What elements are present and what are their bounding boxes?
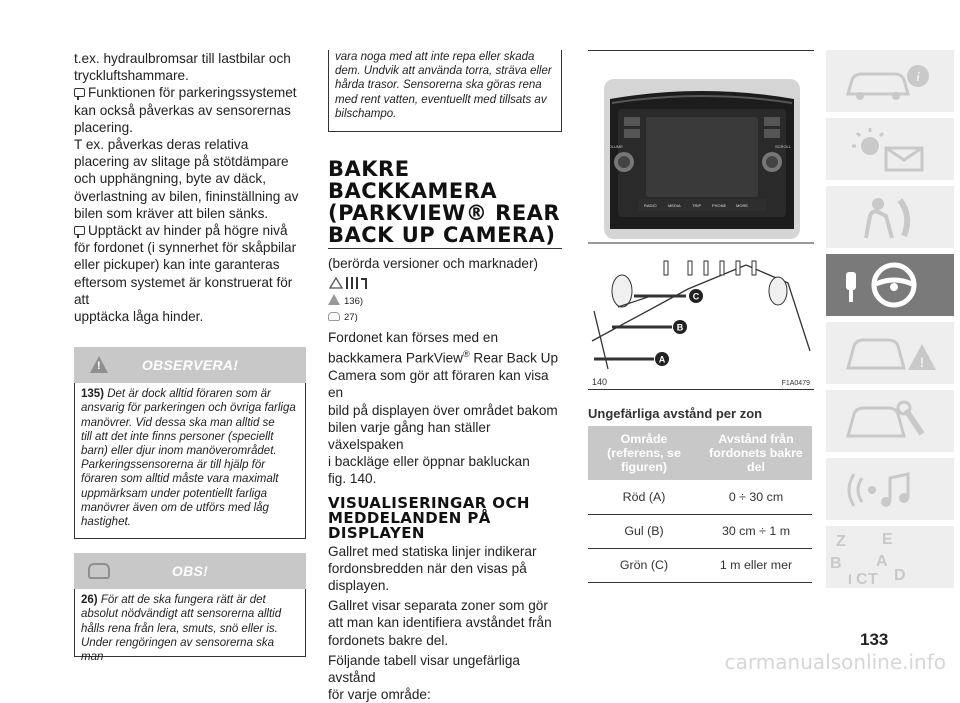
tab-emergency[interactable] [826,322,954,384]
figure-number: 140 [592,377,608,387]
warning-note-header: ! OBSERVERA! [74,347,306,383]
multimedia-icon [826,458,954,520]
obstacle-detection-text: Upptäckt av hinder på högre nivå för fordonet (i synnerhet för skåpbilar eller pickuper) kan inte garanteras eftersom systemet är konstruerat för att upptäcka låga hinder. [74,223,297,325]
airbag-safety-icon [826,186,954,248]
table-row: Röd (A) 0 ÷ 30 cm [588,480,812,514]
display-heading: VISUALISERINGAR OCH MEDDELANDEN PÅ DISPLAYEN [328,493,530,542]
label-b: B [676,322,684,333]
tab-car-info[interactable] [826,50,954,112]
emergency-icon [826,322,954,384]
svg-text:T: T [868,571,878,588]
warning-triangle-icon [328,294,340,305]
market-icon [328,274,562,294]
tab-multimedia[interactable] [826,458,954,520]
tab-warning-lights[interactable] [826,118,954,180]
svg-text:A: A [876,553,888,570]
index-letters-icon [826,526,954,588]
warning-lights-icon [826,118,954,180]
warning-note-body: 135) Det är dock alltid föraren som är ansvarig för parkeringen och övriga farliga manövrer. Vid dessa ska man alltid se till att det inte finns personer (speciellt barn) eller djur inom manöverområdet. Parkeringssensorerna är till hjälp för föraren som alltid måste vara maximalt uppmärksam under potentiellt farliga manövrer även om de utförs med låg hastighet. [74,383,306,539]
grid-description: Gallret med statiska linjer indikerar fordonsbredden när den visas på displayen. Gallret visar separata zoner som gör att man kan identifiera avståndet från fordonets bakre del. Följande tabell visar ungefärliga avstånd för varje område: [328,543,552,703]
svg-text:!: ! [919,354,925,370]
svg-text:i: i [916,69,920,84]
column-header-distance: Avstånd från fordonets bakre del [700,426,812,480]
warning-book-icon [74,88,85,97]
figure-illustration [588,51,814,389]
tab-index[interactable] [826,526,954,588]
car-icon [328,312,340,321]
maintenance-icon [826,390,954,452]
column-header-zone: Område (referens, se figuren) [588,426,700,480]
page-number: 133 [860,630,889,649]
svg-text:D: D [894,567,906,584]
reference-136: 136) [328,294,562,310]
svg-text:Z: Z [836,533,846,550]
figure-140 [588,50,814,390]
camera-description: Fordonet kan förses med en backkamera ParkView® Rear Back Up Camera som gör att föraren kan visa en bild på displayen över området bakom bilen varje gång han ställer växelspaken i backläge eller öppnar bakluckan fig. 140. [328,330,559,487]
svg-text:E: E [882,531,893,548]
label-a: A [658,354,666,365]
label-c: C [692,291,700,302]
versions-note: (berörda versioner och marknader) [328,256,539,271]
table-row: Grön (C) 1 m eller mer [588,548,812,582]
radio-button-label: RADIO [644,203,657,208]
trip-button-label: TRIP [692,203,702,208]
tab-steering-wheel[interactable] [826,254,954,316]
reference-27: 27) [328,310,562,326]
steering-wheel-icon [826,254,954,316]
intro-text: t.ex. hydraulbromsar till lastbilar och tryckluftshammare. [74,51,291,84]
tab-airbag-safety[interactable] [826,186,954,248]
caution-note-body: 26) För att de ska fungera rätt är det absolut nödvändigt att sensorerna alltid hålls rena från lera, smuts, snö eller is. Under rengöringen av sensorerna ska man [74,589,306,657]
middle-column [328,50,562,703]
table-row: Gul (B) 30 cm ÷ 1 m [588,514,812,548]
scroll-label: SCROLL [775,144,792,149]
svg-text:B: B [830,555,842,572]
more-button-label: MORE [736,203,748,208]
caution-note-continued: vara noga med att inte repa eller skada dem. Undvik att använda torra, sträva eller hårda trasor. Sensorerna ska göras rena med rent vatten, eventuellt med tillsats av bilschampo. [328,50,562,132]
left-column [74,50,306,664]
car-info-icon [826,50,954,112]
section-heading: BAKRE BACKKAMERA (PARKVIEW® REAR BACK UP CAMERA) [328,157,561,247]
figure-code: F1A0479 [781,380,810,387]
distance-table [588,426,812,583]
sensor-placement-text: Funktionen för parkeringssystemet kan också påverkas av sensorernas placering. T ex. påverkas deras relativa placering av slitage på stötdämpare och upphängning, byte av däck, överlastning av bilen, fininställning av bilen som kräver att bilen sänks. [74,85,299,221]
caution-note-header: OBS! [74,553,306,589]
svg-text:C: C [856,571,868,588]
media-button-label: MEDIA [668,203,681,208]
table-title: Ungefärliga avstånd per zon [588,406,763,421]
volume-label: VOLUME [606,144,623,149]
svg-text:I: I [848,571,852,587]
tab-maintenance[interactable] [826,390,954,452]
distance-table-section [588,406,814,583]
watermark: carmanualsonline.info [724,650,946,674]
warning-book-icon [74,226,85,235]
chapter-tabs [826,50,960,594]
phone-button-label: PHONE [712,203,727,208]
